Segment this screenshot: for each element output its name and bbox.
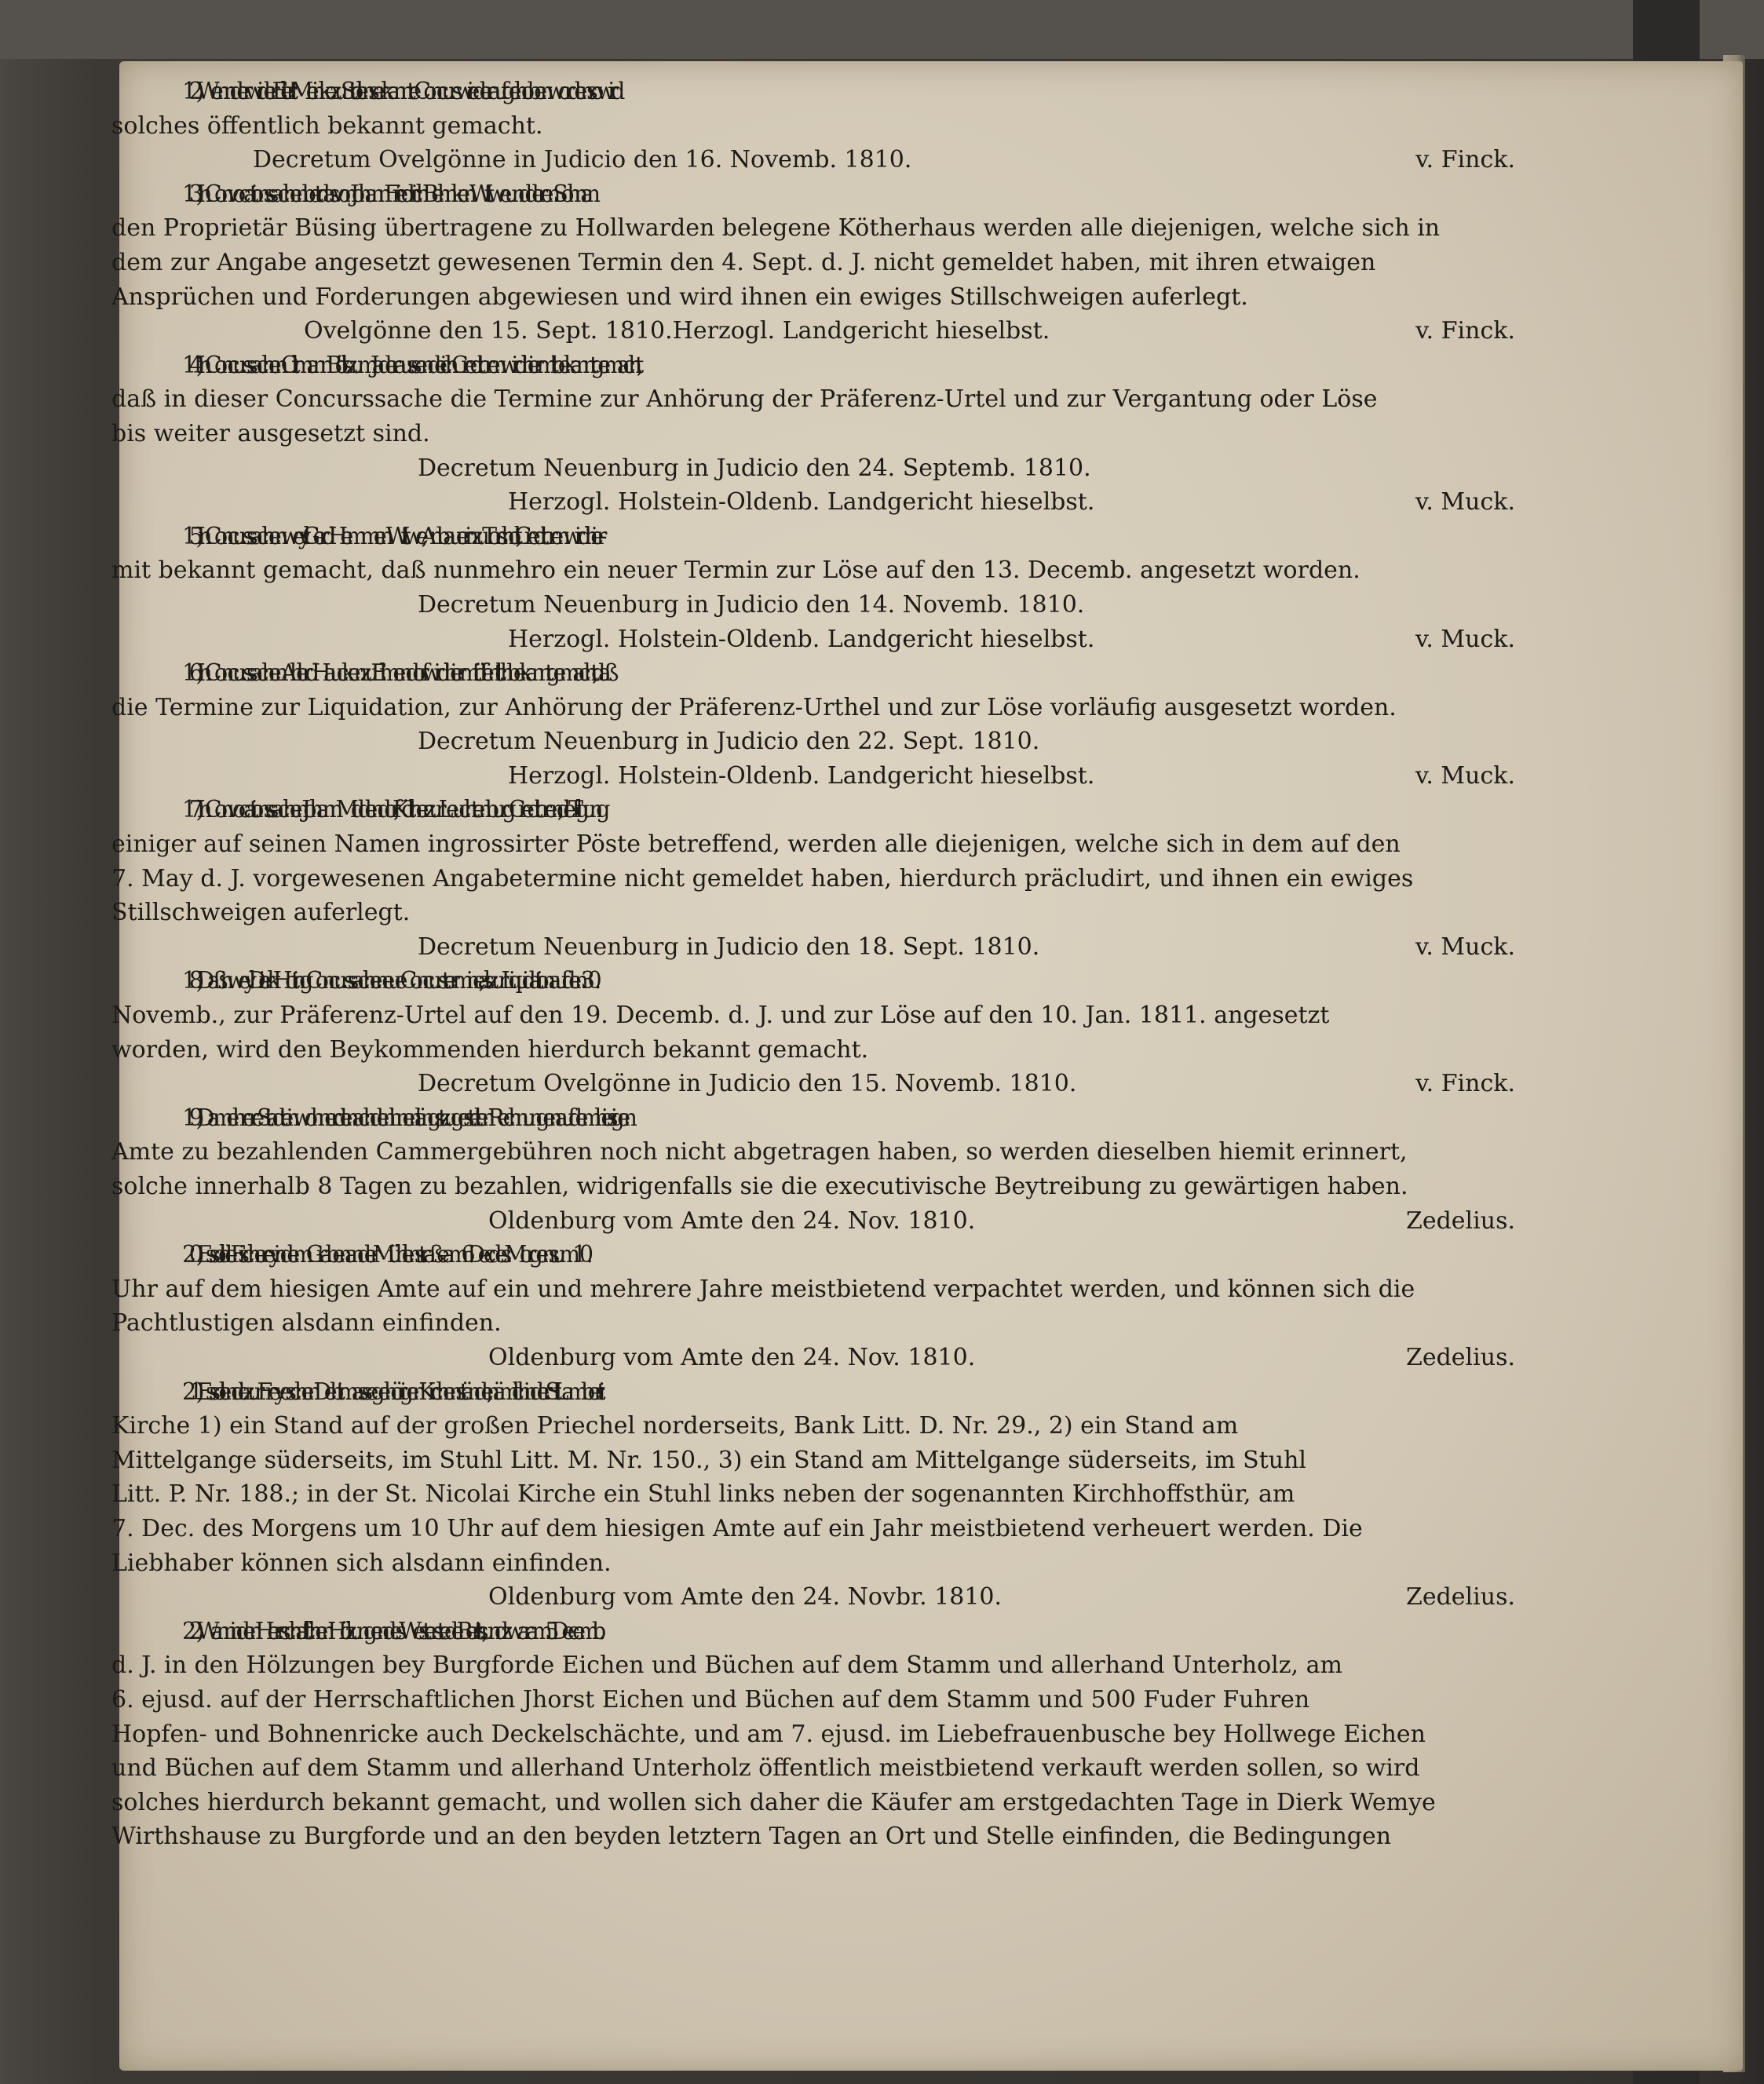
notice-18 <box>111 964 1562 1100</box>
decretum-line <box>111 724 1562 759</box>
notice-line: 13) In Convocationssachen betr. das von Johann Friedrich Behnken Wittwe und deren Sohn an <box>182 180 593 208</box>
notice-line: 12) Wenn der wider Eilert Meinke zu Stollens erkannte Concurs wieder aufgehoben worden so wird <box>182 78 618 105</box>
signer: v. Muck. <box>1415 761 1515 790</box>
signer: v. Finck. <box>1415 317 1515 345</box>
notice-line: Novemb., zur Präferenz-Urtel auf den 19. Decemb. d. J. und zur Löse auf den 10. Jan. 1811. angesetzt <box>111 1002 1330 1030</box>
notice-line: Uhr auf dem hiesigen Amte auf ein und mehrere Jahre meistbietend verpachtet werden, und können sich die <box>111 1275 1415 1303</box>
notice-line: d. J. in den Hölzungen bey Burgforde Eichen und Büchen auf dem Stamm und allerhand Unterholz, am <box>111 1652 1342 1680</box>
notice-line: 7. Dec. des Morgens um 10 Uhr auf dem hiesigen Amte auf ein Jahr meistbietend verheuert werden. Die <box>111 1514 1363 1542</box>
notice-line: 22) Wann in den Herrschaftlichen Hölzungen des Westerstede Beritts, und zwar am 5. Decemb. <box>182 1617 599 1645</box>
decretum-line <box>111 1067 1562 1101</box>
signer: v. Muck. <box>1415 933 1515 961</box>
notice-line: bis weiter ausgesetzt sind. <box>111 419 430 447</box>
court-line <box>111 485 1562 520</box>
notice-line: mit bekannt gemacht, daß nunmehro ein neuer Termin zur Löse auf den 13. Decemb. angesetzt worden. <box>111 557 1360 585</box>
notice-line: 18) Daß in weyl. Dierk Hoting Concurssache neue Concurstermine, als zur Liquidation auf den 30. <box>182 967 594 995</box>
notice-line: Litt. P. Nr. 188.; in der St. Nicolai Kirche ein Stuhl links neben der sogenannten Kirchhoffsthür, am <box>111 1480 1295 1509</box>
notice-13 <box>111 177 1562 349</box>
notice-16 <box>111 656 1562 793</box>
decretum-text: Decretum Neuenburg in Judicio den 18. Sept. 1810. <box>418 933 1040 961</box>
court-name: Herzogl. Holstein-Oldenb. Landgericht hieselbst. <box>508 625 1095 653</box>
notice-14 <box>111 349 1562 520</box>
court-name: Herzogl. Landgericht hieselbst. <box>672 317 1050 345</box>
place-date: Oldenburg vom Amte den 24. Nov. 1810. <box>488 1343 976 1371</box>
notice-line: Mittelgange süderseits, im Stuhl Litt. M. Nr. 150., 3) ein Stand am Mittelgange süderseits, im Stuhl <box>111 1446 1306 1474</box>
notice-line: 19) Da mehrere Stadteinwohner die nach den ihnen längst zugestellten Rechnungen auf dem hiesigen <box>182 1104 630 1132</box>
decretum-text: Decretum Neuenburg in Judicio den 14. Novemb. 1810. <box>418 590 1085 619</box>
notice-line: Wirthshause zu Burgforde und an den beyden letztern Tagen an Ort und Stelle einfinden, die Bedingungen <box>111 1823 1392 1851</box>
notice-line: Amte zu bezahlenden Cammergebühren noch nicht abgetragen haben, so werden dieselben hiemit erinnert, <box>111 1138 1408 1166</box>
notice-line: Liebhaber können sich alsdann einfinden. <box>111 1549 612 1577</box>
notice-line: 7. May d. J. vorgewesenen Angabetermine nicht gemeldet haben, hierdurch präcludirt, und ihnen ein ewiges <box>111 864 1414 892</box>
decretum-text: Decretum Neuenburg in Judicio den 24. Septemb. 1810. <box>418 454 1091 482</box>
notice-line: die Termine zur Liquidation, zur Anhörung der Präferenz-Urthel und zur Löse vorläufig ausgesetzt worden. <box>111 693 1397 721</box>
signer: v. Finck. <box>1415 1070 1515 1098</box>
notice-line: Kirche 1) ein Stand auf der großen Priechel norderseits, Bank Litt. D. Nr. 29., 2) ein Stand am <box>111 1412 1239 1440</box>
decretum-line <box>111 143 1562 177</box>
signer: Zedelius. <box>1406 1583 1515 1611</box>
place-date: Oldenburg vom Amte den 24. Novbr. 1810. <box>488 1583 1003 1611</box>
notice-line: 6. ejusd. auf der Herrschaftlichen Jhorst Eichen und Büchen auf dem Stamm und 500 Fuder Fuhren <box>111 1685 1310 1714</box>
notice-19 <box>111 1101 1562 1238</box>
notice-line: Hopfen- und Bohnenricke auch Deckelschächte, und am 7. ejusd. im Liebefrauenbusche bey Hollwege Eichen <box>111 1720 1426 1748</box>
document-text <box>111 75 1562 1854</box>
notice-20 <box>111 1238 1562 1374</box>
signature-line <box>111 314 1562 349</box>
decretum-text: Decretum Ovelgönne in Judicio den 15. Novemb. 1810. <box>418 1070 1077 1098</box>
notice-15 <box>111 520 1562 656</box>
notice-21 <box>111 1375 1562 1615</box>
court-name: Herzogl. Holstein-Oldenb. Landgericht hieselbst. <box>508 761 1095 790</box>
court-line <box>111 759 1562 794</box>
notice-line: 14) In Concurssachen Oltmann Bölts zum Jaderaussendeich Creditoren wird hiermit bekannt gemacht, <box>182 351 637 379</box>
decretum-text: Decretum Ovelgönne in Judicio den 16. Novemb. 1810. <box>253 146 912 174</box>
notice-line: Stillschweigen auferlegt. <box>111 899 411 927</box>
notice-line: den Proprietär Büsing übertragene zu Hollwarden belegene Kötherhaus werden alle diejenigen, welche sich in <box>111 214 1441 243</box>
notice-line: solche innerhalb 8 Tagen zu bezahlen, widrigenfalls sie die executivische Beytreibung zu gewärtigen haben. <box>111 1173 1408 1200</box>
notice-line: solches hierdurch bekannt gemacht, und wollen sich daher die Käufer am erstgedachten Tage in Dierk Wemye <box>111 1788 1436 1816</box>
scanner-bed-top <box>0 0 1764 59</box>
signer: Zedelius. <box>1406 1206 1515 1235</box>
signature-line <box>111 1204 1562 1239</box>
decretum-text: Decretum Neuenburg in Judicio den 22. Sept. 1810. <box>418 728 1040 756</box>
notice-12 <box>111 75 1562 177</box>
notice-line: daß in dieser Concurssache die Termine zur Anhörung der Präferenz-Urtel und zur Vergantung oder Löse <box>111 385 1378 414</box>
signer: v. Muck. <box>1415 488 1515 516</box>
signer: v. Finck. <box>1415 146 1515 174</box>
notice-line: solches öffentlich bekannt gemacht. <box>111 111 543 140</box>
notice-line: 16) In Concurssachen Ahlerd Haucken zu Ellmendorf wird hiermit öffentlich bekannt gemacht, daß <box>182 659 612 688</box>
decretum-line <box>111 930 1562 965</box>
signature-line <box>111 1580 1562 1615</box>
decretum-line <box>111 451 1562 486</box>
notice-17 <box>111 793 1562 964</box>
notice-line: 20) Es soll die Fischerey in dem Graben an der Mühlenstraße am 6. Dec. des Morgens um 10. <box>182 1241 586 1269</box>
notice-line: Ansprüchen und Forderungen abgewiesen und wird ihnen ein ewiges Stillschweigen auferlegt. <box>111 283 1248 311</box>
court-line <box>111 622 1562 657</box>
notice-line: 17) In Convocationssachen Johann Middendorf, Köther zur Leuchtenburg Creditoren, die Tilgung <box>182 796 603 824</box>
court-name: Herzogl. Holstein-Oldenb. Landgericht hieselbst. <box>508 488 1095 516</box>
notice-line: dem zur Angabe angesetzt gewesenen Termin den 4. Sept. d. J. nicht gemeldet haben, mit ihren etwaigen <box>111 248 1376 276</box>
signer: v. Muck. <box>1415 625 1515 653</box>
signature-line <box>111 1341 1562 1375</box>
notice-line: 15) In Concurssachen weyl. Gerd Hemmen Wittwe, Anbauerin zu Torsholt, Creditoren wird hier- <box>182 522 601 550</box>
notice-line: einiger auf seinen Namen ingrossirter Pöste betreffend, werden alle diejenigen, welche sich in dem auf den <box>111 830 1401 859</box>
notice-22 <box>111 1615 1562 1854</box>
decretum-line <box>111 588 1562 622</box>
place-date: Oldenburg vom Amte den 24. Nov. 1810. <box>488 1206 976 1235</box>
signer: Zedelius. <box>1406 1343 1515 1371</box>
notice-line: Pachtlustigen alsdann einfinden. <box>111 1309 502 1338</box>
place-date: Ovelgönne den 15. Sept. 1810. <box>304 317 673 345</box>
notice-line: und Büchen auf dem Stamm und allerhand Unterholz öffentlich meistbietend verkauft werden sollen, so wird <box>111 1754 1420 1783</box>
notice-line: 21) Es sollen die zur Freyeschen Debitmasse gehörigen Kirchenstände, nämlich in der St. Lamberti <box>182 1378 598 1406</box>
notice-line: worden, wird den Beykommenden hierdurch bekannt gemacht. <box>111 1035 869 1064</box>
